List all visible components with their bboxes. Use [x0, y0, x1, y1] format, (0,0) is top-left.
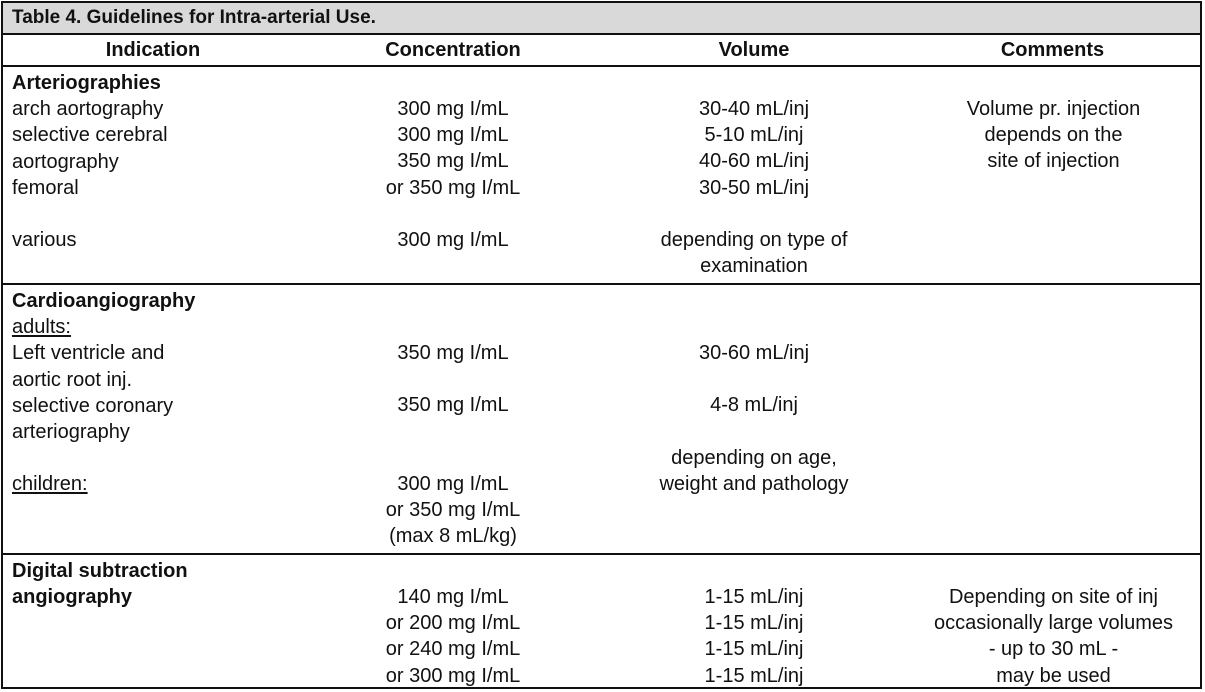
concentration-line — [303, 445, 603, 471]
indication-line: aortic root inj. — [12, 368, 133, 391]
volume-line: 1-15 mL/inj — [704, 612, 804, 635]
table-title: Table 4. Guidelines for Intra-arterial Use. — [3, 3, 1200, 35]
volume-cell — [603, 340, 905, 497]
volume-line: weight and pathology — [659, 473, 849, 496]
comment-line: may be used — [996, 664, 1111, 687]
volume-line: examination — [700, 255, 808, 278]
indication-line: Left ventricle and — [12, 342, 165, 365]
concentration-line: 350 mg I/mL — [397, 342, 509, 364]
comment-line: depends on the — [984, 124, 1123, 147]
indication-line: selective cerebral — [12, 124, 168, 147]
header-comments: Comments — [1000, 39, 1105, 61]
volume-line: 40-60 mL/inj — [698, 150, 810, 173]
section-heading: Digital subtraction — [12, 560, 188, 582]
volume-cell — [603, 584, 905, 689]
concentration-line: 350 mg I/mL — [397, 150, 509, 173]
volume-line — [603, 201, 905, 227]
indication-cell — [12, 558, 188, 610]
header-indication: Indication — [105, 39, 201, 61]
concentration-line: or 300 mg I/mL — [385, 664, 521, 687]
comment-line: Depending on site of inj — [948, 586, 1159, 608]
subgroup-label-adults: adults: — [12, 316, 71, 339]
section-cardioangiography — [3, 285, 1200, 555]
volume-cell — [603, 96, 905, 279]
volume-line: depending on age, — [671, 446, 837, 469]
concentration-line: or 350 mg I/mL — [385, 499, 521, 522]
header-volume: Volume — [718, 39, 790, 61]
comment-line: Volume pr. injection — [966, 98, 1141, 120]
comment-line: - up to 30 mL - — [988, 638, 1119, 661]
comment-line: site of injection — [987, 150, 1120, 173]
comments-cell — [905, 96, 1202, 175]
volume-line: 30-50 mL/inj — [698, 176, 810, 199]
volume-line: 5-10 mL/inj — [704, 124, 804, 147]
indication-line — [12, 201, 168, 227]
indication-line: selective coronary — [12, 394, 174, 417]
concentration-line: (max 8 mL/kg) — [389, 525, 517, 548]
comments-cell — [905, 584, 1202, 689]
volume-line: depending on type of — [660, 229, 848, 252]
concentration-line — [303, 366, 603, 392]
concentration-cell — [303, 340, 603, 550]
volume-line — [603, 419, 905, 445]
indication-line: arteriography — [12, 421, 130, 444]
concentration-line: 300 mg I/mL — [397, 98, 509, 120]
volume-line: 4-8 mL/inj — [710, 394, 798, 417]
concentration-cell — [303, 96, 603, 253]
section-heading: Cardioangiography — [12, 290, 196, 312]
concentration-line: 300 mg I/mL — [397, 229, 509, 252]
concentration-line: 300 mg I/mL — [397, 473, 509, 496]
concentration-line: or 350 mg I/mL — [385, 176, 521, 199]
concentration-line: 350 mg I/mL — [397, 394, 509, 417]
indication-cell — [12, 288, 195, 498]
concentration-cell — [303, 584, 603, 689]
volume-line: 30-60 mL/inj — [698, 342, 810, 364]
header-row — [3, 35, 1200, 67]
volume-line: 30-40 mL/inj — [698, 98, 810, 120]
section-digital-subtraction-angiography — [3, 555, 1200, 689]
indication-line — [12, 445, 195, 471]
volume-line: 1-15 mL/inj — [704, 664, 804, 687]
concentration-line: or 240 mg I/mL — [385, 638, 521, 661]
concentration-line — [303, 201, 603, 227]
concentration-line: 140 mg I/mL — [397, 586, 509, 608]
section-heading: Arteriographies — [12, 72, 161, 94]
indication-line: femoral — [12, 176, 79, 199]
volume-line: 1-15 mL/inj — [704, 638, 804, 661]
header-concentration: Concentration — [385, 39, 521, 61]
volume-line: 1-15 mL/inj — [704, 586, 804, 608]
guidelines-table — [1, 1, 1202, 689]
section-heading: angiography — [12, 586, 133, 609]
concentration-line: or 200 mg I/mL — [385, 612, 521, 635]
indication-line: aortography — [12, 150, 119, 173]
concentration-line: 300 mg I/mL — [397, 124, 509, 147]
indication-line: arch aortography — [12, 98, 164, 121]
subgroup-label-children: children: — [12, 473, 88, 496]
comment-line: occasionally large volumes — [933, 612, 1173, 635]
indication-cell — [12, 70, 168, 253]
indication-line: various — [12, 229, 77, 252]
volume-line — [603, 366, 905, 392]
concentration-line — [303, 419, 603, 445]
section-arteriographies — [3, 67, 1200, 285]
